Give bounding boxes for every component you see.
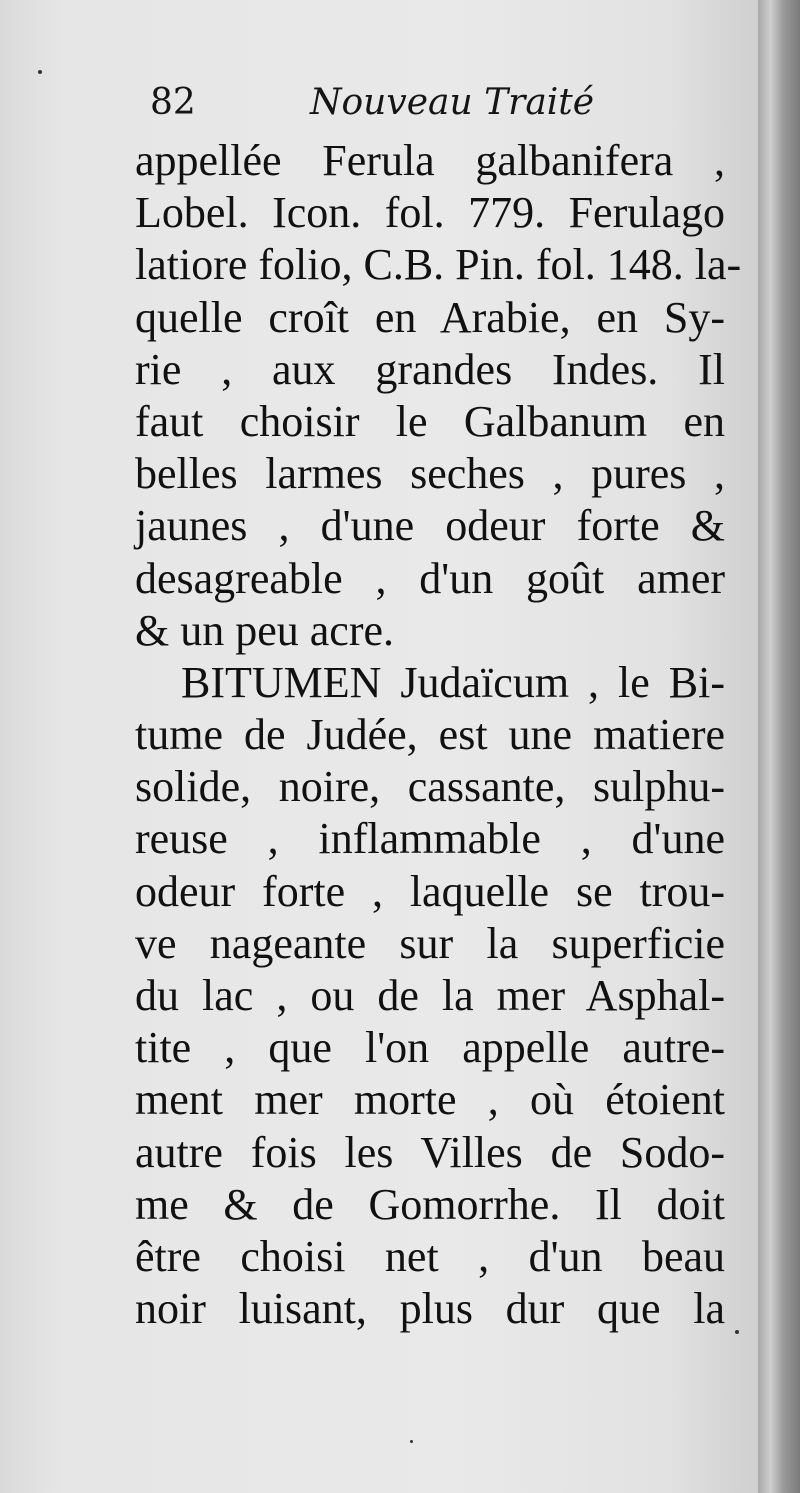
paper-speck bbox=[410, 1440, 413, 1443]
text-line: ment mer morte , où étoient bbox=[135, 1075, 725, 1125]
text-line: tume de Judée, est une matiere bbox=[135, 710, 725, 760]
page-number: 82 bbox=[150, 82, 196, 123]
text-line: solide, noire, cassante, sulphu- bbox=[135, 762, 725, 812]
text-line: latiore folio, C.B. Pin. fol. 148. la- bbox=[135, 240, 742, 290]
text-line: faut choisir le Galbanum en bbox=[135, 396, 725, 446]
text-line: BITUMEN Judaïcum , le Bi- bbox=[181, 657, 725, 707]
text-line: reuse , inflammable , d'une bbox=[135, 814, 725, 864]
text-line: jaunes , d'une odeur forte & bbox=[135, 501, 725, 551]
text-line: du lac , ou de la mer Asphal- bbox=[135, 971, 725, 1020]
text-line: tite , que l'on appelle autre- bbox=[135, 1023, 725, 1073]
text-line: ve nageante sur la superficie bbox=[135, 918, 725, 968]
page-body-text bbox=[135, 135, 742, 1335]
text-line: rie , aux grandes Indes. Il bbox=[135, 344, 725, 394]
page-edge-shadow bbox=[758, 0, 800, 1493]
paper-speck bbox=[38, 70, 42, 74]
text-line: odeur forte , laquelle se trou- bbox=[135, 866, 725, 916]
paper-speck bbox=[735, 1330, 739, 1334]
text-line: belles larmes seches , pures , bbox=[135, 449, 725, 499]
text-line: me & de Gomorrhe. Il doit bbox=[135, 1179, 725, 1229]
text-line: autre fois les Villes de Sodo- bbox=[135, 1127, 725, 1177]
text-line: appellée Ferula galbanifera , bbox=[135, 136, 725, 185]
page-header bbox=[150, 82, 710, 132]
text-line: desagreable , d'un goût amer bbox=[135, 553, 725, 603]
text-line: quelle croît en Arabie, en Sy- bbox=[135, 292, 725, 342]
text-line: & un peu acre. bbox=[135, 605, 394, 655]
text-line: être choisi net , d'un beau bbox=[135, 1231, 725, 1281]
text-line: Lobel. Icon. fol. 779. Ferulago bbox=[135, 188, 725, 238]
running-title: Nouveau Traité bbox=[310, 82, 595, 123]
text-line: noir luisant, plus dur que la bbox=[135, 1284, 725, 1334]
